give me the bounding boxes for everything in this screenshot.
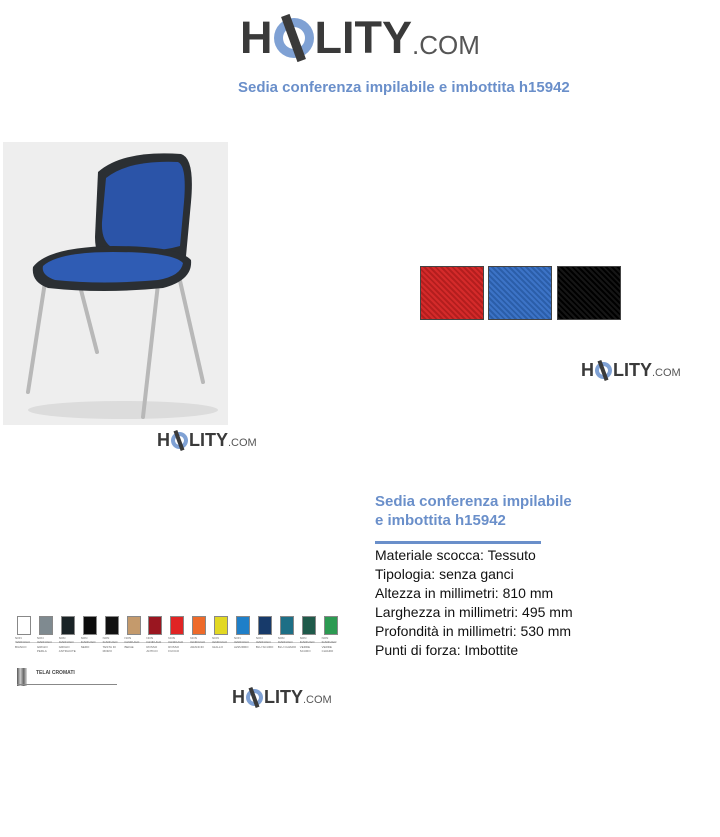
color-chip[interactable] (39, 616, 53, 635)
color-chip-code: NON IGNIFUGO (234, 636, 249, 644)
frame-divider (17, 684, 117, 685)
color-chip-code: NON IGNIFUGO (58, 636, 74, 644)
spec-item: Materiale scocca: Tessuto (375, 547, 536, 563)
color-chip-label: ROSSO ANTICO (146, 645, 158, 653)
color-chip-label: BIANCO (15, 645, 27, 649)
logo-o-icon (274, 18, 314, 58)
spec-item: Altezza in millimetri: 810 mm (375, 585, 554, 601)
logo-o-icon (595, 362, 612, 379)
color-chip[interactable] (127, 616, 141, 635)
color-chip-code: NON IGNIFUGO (321, 636, 337, 644)
color-chip[interactable] (192, 616, 206, 635)
logo-o-icon (171, 432, 188, 449)
color-chip-code: NON IGNIFUGO (277, 636, 293, 644)
title-underline (375, 541, 541, 544)
color-chip[interactable] (324, 616, 338, 635)
chair-illustration (3, 142, 228, 425)
color-chip[interactable] (105, 616, 119, 635)
color-chip-code: NON IGNIFUGO (255, 636, 271, 644)
color-chip-label: BLU SCURO (255, 645, 274, 649)
color-chip-label: VERDE CHIARO (321, 645, 334, 653)
swatch-blue[interactable] (488, 266, 552, 320)
watermark-logo-swatches (581, 359, 681, 381)
color-chip-label: NERO (80, 645, 90, 649)
logo-domain: .COM (228, 437, 257, 449)
logo-domain: .COM (652, 367, 681, 379)
color-chip-code: NON IGNIFUGO (299, 636, 315, 644)
color-chip[interactable] (170, 616, 184, 635)
spec-list (375, 546, 573, 660)
color-chip-label: TESTA DI MORO (102, 645, 116, 653)
color-chip-label: BEIGE (124, 645, 134, 649)
product-title-line2: e imbottita h15942 (375, 512, 506, 529)
color-chip-code: NON IGNIFUGO (102, 636, 118, 644)
logo-letter-h: H (240, 12, 273, 63)
logo-domain: .COM (412, 29, 480, 60)
color-chip[interactable] (258, 616, 272, 635)
swatch-red[interactable] (420, 266, 484, 320)
color-chip-label: AZZURRO (234, 645, 249, 649)
color-chip[interactable] (148, 616, 162, 635)
color-chip[interactable] (236, 616, 250, 635)
logo-letter-h: H (157, 429, 170, 450)
color-chip-code: NON IGNIFUGO (124, 636, 140, 644)
product-image-chair[interactable] (3, 142, 228, 425)
color-chip-label: ROSSO FUOCO (168, 645, 180, 653)
page-title: Sedia conferenza impilabile e imbottita h15942 (238, 79, 570, 96)
color-chip-code: NON IGNIFUGO (80, 636, 96, 644)
logo-letters: LITY (264, 686, 303, 707)
swatch-black[interactable] (557, 266, 621, 320)
color-chip-label: ARANCIO (190, 645, 204, 649)
site-logo[interactable] (240, 14, 480, 62)
logo-letters: LITY (613, 359, 652, 380)
spec-item: Tipologia: senza ganci (375, 566, 514, 582)
color-chip[interactable] (17, 616, 31, 635)
color-chip-code: NON IGNIFUGO (190, 636, 206, 644)
color-chip-label: BLU CHIARO (277, 645, 297, 649)
color-chip[interactable] (214, 616, 228, 635)
spec-item: Profondità in millimetri: 530 mm (375, 623, 572, 639)
color-chip-label: GIALLO (212, 645, 223, 649)
watermark-logo-chart (232, 686, 332, 708)
frame-label: TELAI CROMATI (36, 670, 75, 676)
color-chip[interactable] (280, 616, 294, 635)
logo-letter-h: H (232, 686, 245, 707)
watermark-logo-chair (157, 429, 257, 451)
logo-o-icon (246, 689, 263, 706)
logo-domain: .COM (303, 694, 332, 706)
color-chip-code: NON IGNIFUGO (168, 636, 184, 644)
spec-item: Larghezza in millimetri: 495 mm (375, 604, 573, 620)
color-chip-code: NON IGNIFUGO (15, 636, 30, 644)
color-chip-label: GRIGIO PERLA (36, 645, 48, 653)
color-chip-code: NON IGNIFUGO (36, 636, 52, 644)
color-chip-code: NON IGNIFUGO (212, 636, 227, 644)
color-chip[interactable] (61, 616, 75, 635)
product-title-line1: Sedia conferenza impilabile (375, 493, 572, 510)
color-chip-label: GRIGIO ANTRACITE (58, 645, 76, 653)
product-title (375, 492, 615, 530)
color-chip-label: VERDE SCURO (299, 645, 311, 653)
spec-item: Punti di forza: Imbottite (375, 642, 519, 658)
color-chip[interactable] (83, 616, 97, 635)
color-chip-code: NON IGNIFUGO (146, 636, 162, 644)
logo-letters: LITY (314, 12, 412, 63)
color-chart (14, 612, 344, 692)
logo-letters: LITY (189, 429, 228, 450)
color-chip[interactable] (302, 616, 316, 635)
logo-letter-h: H (581, 359, 594, 380)
